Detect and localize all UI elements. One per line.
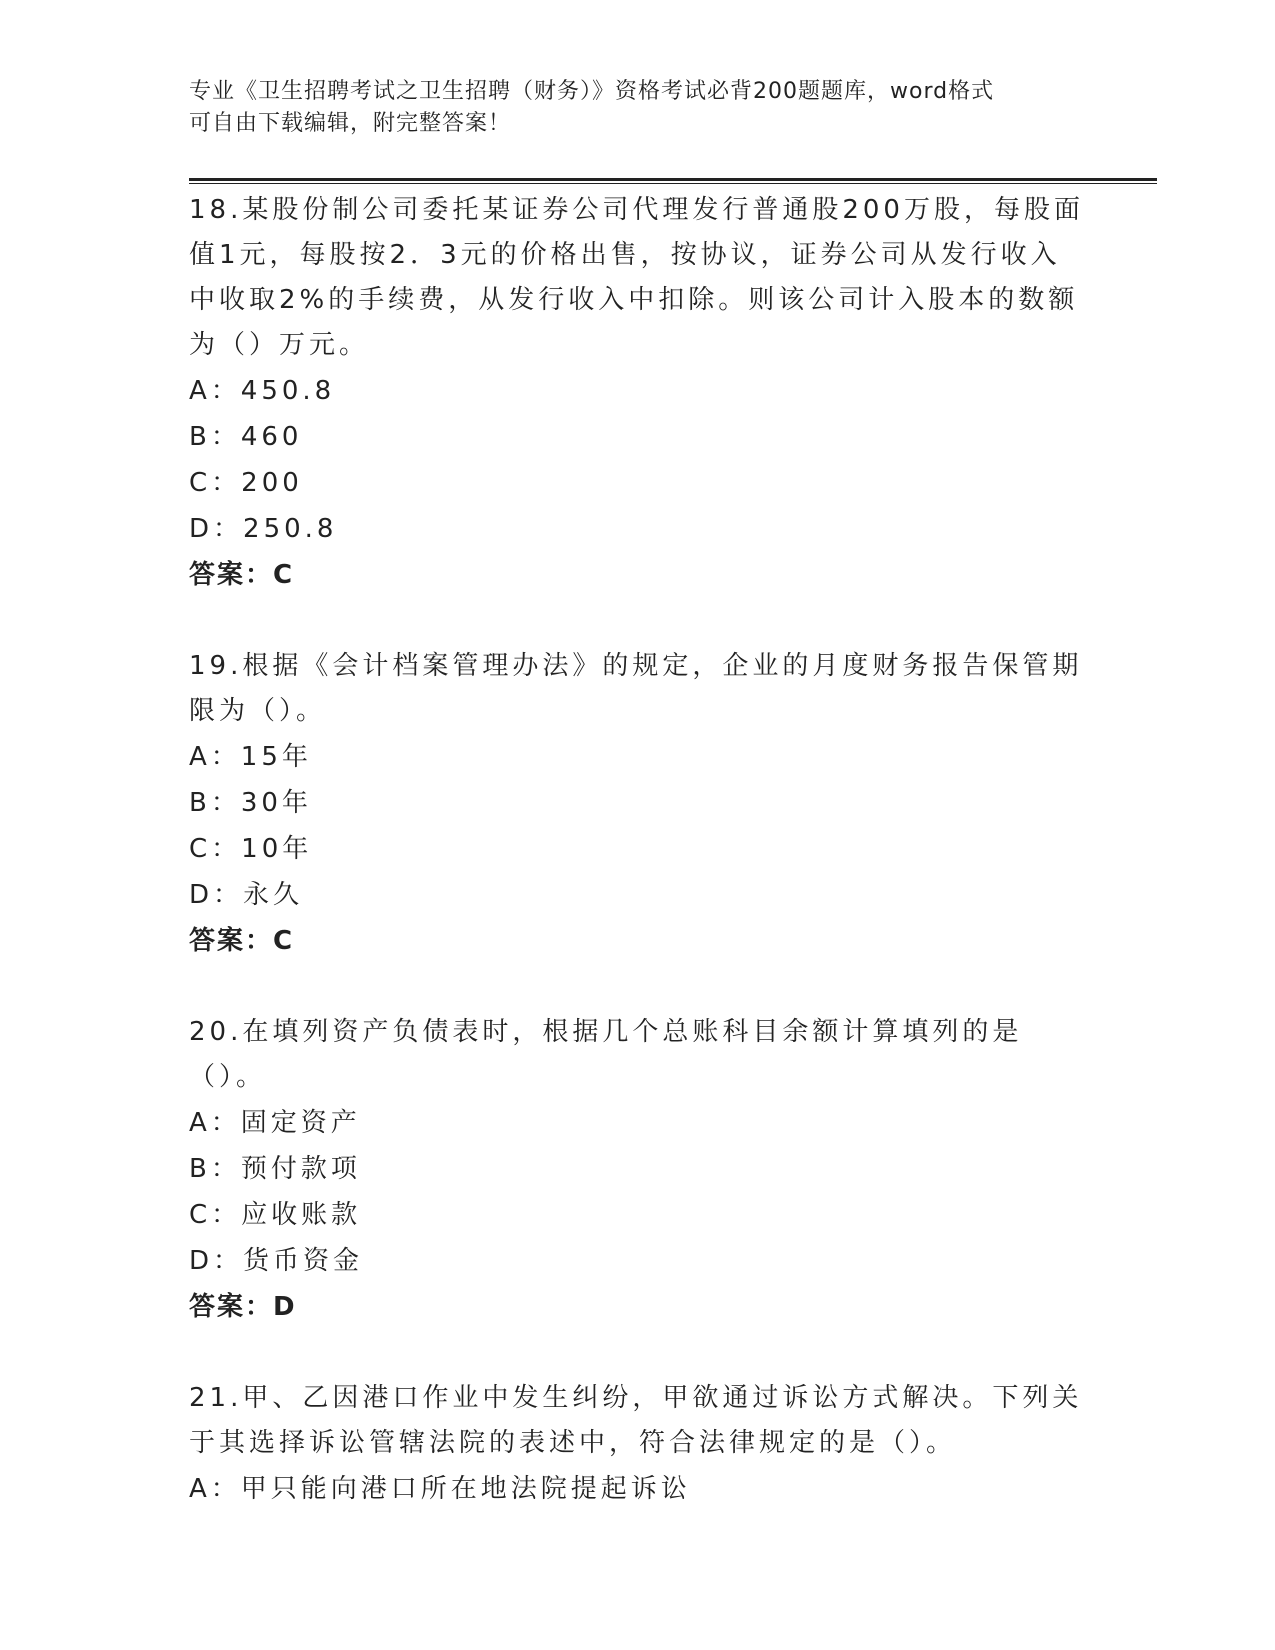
option-d: D：货币资金 bbox=[189, 1246, 364, 1276]
question-text: 20.在填列资产负债表时，根据几个总账科目余额计算填列的是（）。 bbox=[189, 1017, 1023, 1092]
question-text: 21.甲、乙因港口作业中发生纠纷，甲欲通过诉讼方式解决。下列关于其选择诉讼管辖法院的表述中，符合法律规定的是（）。 bbox=[189, 1383, 1083, 1458]
option-b: B：预付款项 bbox=[189, 1154, 361, 1184]
question-21 bbox=[189, 1376, 1089, 1512]
option-b: B：460 bbox=[189, 422, 303, 452]
answer-line: 答案：C bbox=[189, 560, 295, 590]
question-text: 19.根据《会计档案管理办法》的规定，企业的月度财务报告保管期限为（）。 bbox=[189, 651, 1083, 726]
header-line-1: 专业《卫生招聘考试之卫生招聘（财务）》资格考试必背200题题库，word格式 bbox=[189, 79, 995, 104]
option-c: C：10年 bbox=[189, 834, 313, 864]
question-18 bbox=[189, 188, 1089, 598]
option-a: A：固定资产 bbox=[189, 1108, 361, 1138]
header-divider-thin bbox=[189, 183, 1157, 184]
question-19 bbox=[189, 644, 1089, 964]
option-a: A：甲只能向港口所在地法院提起诉讼 bbox=[189, 1474, 691, 1504]
option-c: C：应收账款 bbox=[189, 1200, 362, 1230]
option-b: B：30年 bbox=[189, 788, 312, 818]
answer-line: 答案：D bbox=[189, 1292, 297, 1322]
answer-line: 答案：C bbox=[189, 926, 295, 956]
header-line-2: 可自由下载编辑，附完整答案！ bbox=[189, 111, 512, 136]
question-text: 18.某股份制公司委托某证券公司代理发行普通股200万股，每股面值1元，每股按2．3元的价格出售，按协议，证券公司从发行收入中收取2%的手续费，从发行收入中扣除。则该公司计入股本的数额为（）万元。 bbox=[189, 195, 1084, 360]
option-a: A：450.8 bbox=[189, 376, 336, 406]
header-divider-thick bbox=[189, 178, 1157, 181]
option-a: A：15年 bbox=[189, 742, 312, 772]
question-20 bbox=[189, 1010, 1089, 1330]
document-header bbox=[189, 76, 1069, 140]
option-c: C：200 bbox=[189, 468, 303, 498]
option-d: D：250.8 bbox=[189, 514, 338, 544]
option-d: D：永久 bbox=[189, 880, 304, 910]
question-list bbox=[189, 188, 1089, 1558]
